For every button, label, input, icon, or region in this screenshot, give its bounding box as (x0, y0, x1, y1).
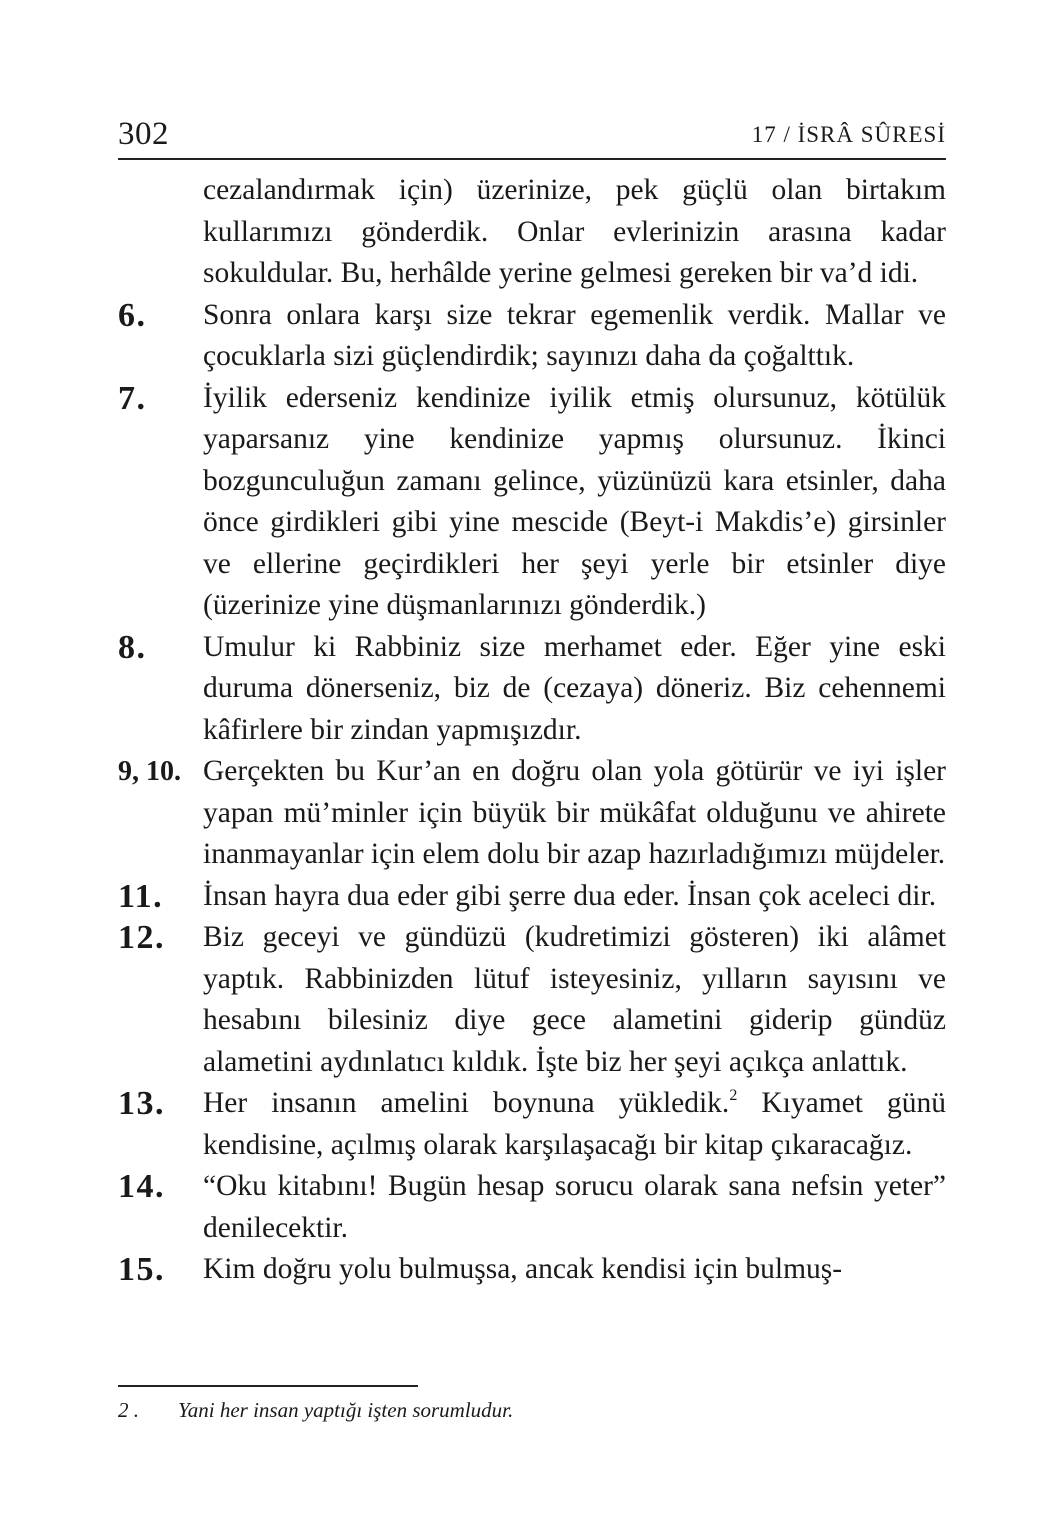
verse-number: 14. (118, 1168, 165, 1205)
verse-text-part: Kıyamet günü kendisine, açılmış olarak karşılaşacağı bir kitap çıkaracağız. (203, 1087, 946, 1161)
footnote (118, 1398, 513, 1423)
footnote-reference: 2 (729, 1087, 738, 1104)
verse-9-10 (118, 751, 946, 876)
footnote-text: Yani her insan yaptığı işten sorumludur. (178, 1398, 514, 1422)
page-header (118, 114, 946, 160)
verse-number: 9, 10. (118, 756, 181, 787)
verse-14 (118, 1166, 946, 1249)
verse-text: Sonra onlara karşı size tekrar egemenlik verdik. Mallar ve çocuklarla sizi güçlendirdik; sayınızı daha da çoğalttık. (203, 298, 946, 372)
verse-number: 11. (118, 877, 164, 915)
verse-15 (118, 1249, 946, 1291)
footnote-mark: 2 . (118, 1398, 139, 1422)
verse-12 (118, 917, 946, 1083)
verse-text: İyilik ederseniz kendinize iyilik etmiş olursunuz, kötülük yaparsanız yine kendinize yapmış olursunuz. İkinci bozgunculuğun zamanı gelince, yüzünüzü kara etsinler, daha önce girdikleri gibi yine mescide (Beyt-i Makdis’e) girsinler ve ellerine geçirdikleri her şeyi yerle bir etsinler diye (üzerinize yine düşmanlarınızı gönderdik.) (203, 381, 946, 621)
verse-number: 13. (118, 1085, 165, 1122)
verse-number: 15. (118, 1251, 165, 1288)
verse-text (203, 1083, 946, 1166)
verse-7 (118, 378, 946, 627)
verse-number: 8. (118, 628, 147, 666)
verse-text: Gerçekten bu Kur’an en doğru olan yola götürür ve iyi işler yapan mü’minler için büyük bir mükâfat olduğunu ve ahirete inanmayanlar için elem dolu bir azap hazırladığımızı müjdeler. (203, 755, 946, 870)
verse-text-part: Her insanın amelini boynuna yükledik. (203, 1087, 730, 1119)
page-number: 302 (118, 116, 169, 152)
verse-text: Biz geceyi ve gündüzü (kudretimizi gösteren) iki alâmet yaptık. Rabbinizden lütuf isteyesiniz, yılların sayısını ve hesabını bilesiniz diye gece alametini giderip gündüz alametini aydınlatıcı kıldık. İşte biz her şeyi açıkça anlattık. (203, 921, 946, 1078)
verse-number: 6. (118, 296, 147, 334)
verse-list (118, 170, 946, 1291)
verse-8 (118, 627, 946, 752)
footnote-divider (118, 1385, 418, 1387)
verse-text: cezalandırmak için) üzerinize, pek güçlü olan birtakım kullarımızı gönderdik. Onlar evlerinizin arasına kadar sokuldular. Bu, herhâlde yerine gelmesi gereken bir va’d idi. (203, 174, 946, 289)
verse-6 (118, 295, 946, 378)
verse-text: İnsan hayra dua eder gibi şerre dua eder. İnsan çok aceleci dir. (203, 879, 937, 912)
verse-continuation (118, 170, 946, 295)
verse-number: 12. (118, 919, 165, 956)
running-title: 17 / İSRÂ SÛRESİ (751, 122, 946, 147)
verse-13 (118, 1083, 946, 1166)
verse-text: “Oku kitabını! Bugün hesap sorucu olarak sana nefsin yeter” denilecektir. (203, 1170, 946, 1244)
verse-11 (118, 876, 946, 918)
verse-number: 7. (118, 379, 147, 417)
verse-text: Kim doğru yolu bulmuşsa, ancak kendisi için bulmuş- (203, 1253, 843, 1285)
verse-text: Umulur ki Rabbiniz size merhamet eder. Eğer yine eski duruma dönerseniz, biz de (cezaya) döneriz. Biz cehennemi kâfirlere bir zindan yapmışızdır. (203, 630, 946, 746)
